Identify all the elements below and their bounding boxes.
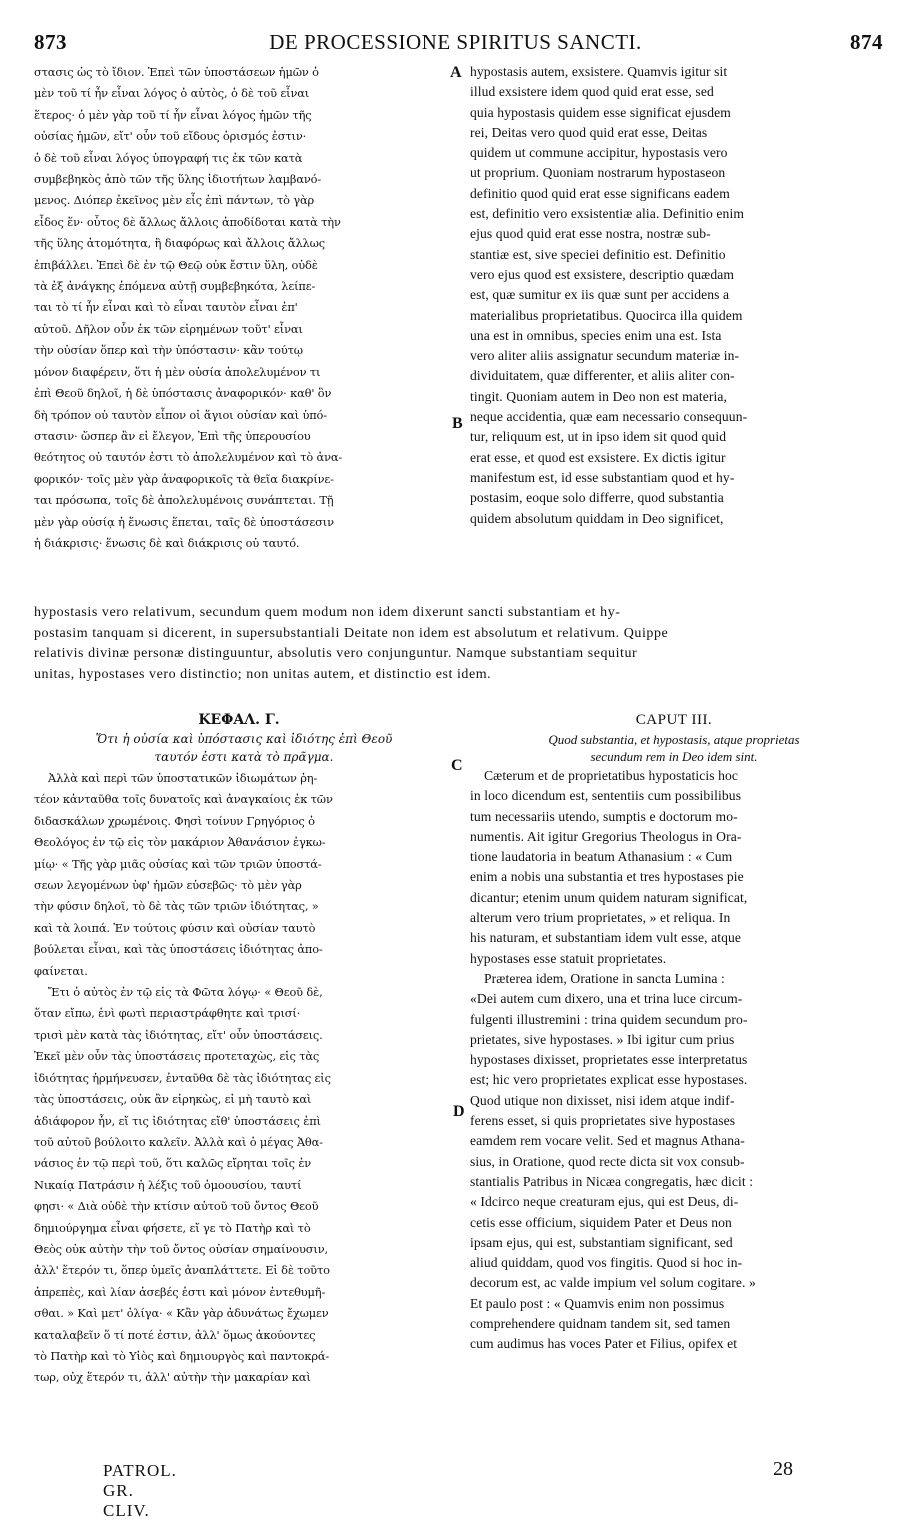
text-line: tur, reliquum est, ut in ipso idem sit quod quid — [470, 429, 727, 445]
text-line: stantialis Patribus in Nicæa congregatis, hæc dicit : — [470, 1173, 754, 1189]
greek-column-bottom — [34, 768, 444, 1389]
footer-volume: PATROL. GR. CLIV. — [103, 1461, 177, 1520]
text-line: ται πρόσωπα, τοῖς δὲ ἀπολελυμένοις συνάπτεται. Τῇ — [34, 493, 334, 508]
text-line: Νικαίᾳ Πατράσιν ἡ λέξις τοῦ ὁμοουσίου, ταυτί — [34, 1177, 302, 1192]
footer-signature: 28 — [773, 1458, 793, 1480]
text-line: Quod utique non dixisset, nisi idem atque indif- — [470, 1092, 735, 1108]
page-number-left: 873 — [34, 30, 67, 54]
text-line: νάσιος ἐν τῷ περὶ τοῦ, ὅτι καλῶς εἴρηται τοῖς ἐν — [34, 1156, 312, 1171]
text-line: δημιούργημα εἶναι φήσετε, εἴ γε τὸ Πατὴρ καὶ τὸ — [34, 1220, 311, 1235]
text-line: Cæterum et de proprietatibus hypostaticis hoc — [484, 768, 739, 783]
text-line: φαίνεται. — [34, 963, 88, 978]
text-line: μόνον διαφέρειν, ὅτι ἡ μὲν οὐσία ἀπολελυμένον τι — [34, 364, 321, 379]
text-line: Et paulo post : « Quamvis enim non possimus — [470, 1295, 725, 1311]
text-line: ὅταν εἴπω, ἑνὶ φωτὶ περιαστράφθητε καὶ τρισί· — [34, 1006, 301, 1021]
text-line: ejus quod quid erat esse nostra, nostræ sub- — [470, 226, 711, 242]
text-line: enim a nobis una substantia et tres hypostases pie — [470, 869, 744, 885]
text-line: numentis. Ait igitur Gregorius Theologus in Ora- — [470, 828, 742, 844]
text-line: illud exsistere idem quod quid erat esse, sed — [470, 84, 714, 100]
text-line: ἐπιβάλλει. Ἐπεὶ δὲ ἐν τῷ Θεῷ οὐκ ἔστιν ὕλη, οὐδὲ — [34, 257, 318, 272]
text-line: ἡ διάκρισις· ἕνωσις δὲ καὶ διάκρισις οὐ ταυτό. — [34, 535, 300, 550]
text-line: εἶδος ἕν· οὗτος δὲ ἄλλως ἄλλοις ἀποδίδοται κατὰ τὴν — [34, 214, 341, 229]
text-line: ipsam ejus, qui est, substantiam significant, sed — [470, 1234, 733, 1250]
text-line: fulgenti illustremini : trina quidem secundum pro- — [470, 1011, 748, 1027]
text-line: relativis divinæ personæ distinguuntur, absolutis vero conjunguntur. Namque substantiam sequitur — [34, 646, 638, 661]
text-line: καὶ τὰ λοιπά. Ἐν τούτοις φύσιν καὶ οὐσίαν ταυτὸ — [34, 920, 316, 935]
text-line: τῆς ὕλης ἀτομότητα, ἢ διαφόρως καὶ ἄλλοις ἄλλως — [34, 236, 325, 251]
subtitle-line: Ὅτι ἡ οὐσία καὶ ὑπόστασις καὶ ἰδιότης ἐπὶ Θεοῦ — [95, 732, 393, 746]
text-line: hypostases dixisset, proprietates esse interpretatus — [470, 1052, 748, 1068]
greek-chapter-heading: ΚΕΦΑΛ. Γ. — [198, 712, 280, 728]
text-line: neque accidentia, quæ eam necessario consequun- — [470, 409, 748, 425]
latin-chapter-subtitle — [470, 731, 878, 765]
text-line: διδασκάλων χρωμένοις. Φησὶ τοίνυν Γρηγόριος ὁ — [34, 813, 315, 828]
text-line: ἰδιότητας ἡρμήνευσεν, ἐνταῦθα δὲ τὰς ἰδιότητας εἰς — [34, 1070, 331, 1085]
text-line: θεότητος οὐ ταυτόν ἐστι τὸ ἀπολελυμένον καὶ τὸ ἀνα- — [34, 450, 343, 465]
text-line: alterum vero trium proprietates, » et reliqua. In — [470, 910, 731, 926]
subtitle-line: secundum rem in Deo idem sint. — [590, 749, 758, 764]
running-title: DE PROCESSIONE SPIRITUS SANCTI. — [269, 30, 642, 54]
text-line: τοῦ αὐτοῦ βούλοιτο καλεῖν. Ἀλλὰ καὶ ὁ μέγας Ἀθα- — [34, 1134, 323, 1149]
text-line: Θεολόγος ἐν τῷ εἰς τὸν μακάριον Ἀθανάσιον ἐγκω- — [34, 835, 326, 850]
text-line: Θεὸς οὐκ αὐτὴν τὴν τοῦ ὄντος οὐσίαν σημαίνουσιν, — [34, 1241, 328, 1256]
text-line: prietates, sive hypostases. » Ibi igitur cum prius — [470, 1031, 735, 1047]
text-line: τρισὶ μὲν κατὰ τὰς ἰδιότητας, εἴτ' οὖν ὑποστάσεις. — [34, 1027, 323, 1042]
text-line: ἀδιάφορον ἦν, εἴ τις ἰδιότητας εἴθ' ὑποστάσεις ἐπὶ — [34, 1113, 321, 1128]
text-line: unitas, hypostases vero distinctio; non unitas autem, et distinctio est idem. — [34, 666, 492, 682]
text-line: aliud quiddam, quod vos fingitis. Quod si hoc in- — [470, 1255, 743, 1271]
text-line: vero ejus quod est exsistere, descriptio quædam — [470, 266, 735, 282]
margin-marker-c: C — [451, 757, 463, 774]
text-line: una est in omnibus, species enim una est. Ista — [470, 327, 722, 343]
text-line: postasim tanquam si dicerent, in supersubstantiali Deitate non idem est absolutum et relativum. Quippe — [34, 625, 669, 641]
text-line: μὲν τοῦ τί ἦν εἶναι λόγος ὁ αὐτὸς, ὁ δὲ τοῦ εἶναι — [34, 86, 310, 101]
text-line: tum necessariis utendo, sumptis e doctorum mo- — [470, 808, 738, 824]
text-line: μενος. Διόπερ ἐκεῖνος μὲν εἷς ἐπὶ πάντων, τὸ γὰρ — [34, 193, 315, 208]
text-line: μίῳ· « Τῆς γὰρ μιᾶς οὐσίας καὶ τῶν τριῶν ὑποστά- — [34, 856, 322, 871]
text-line: sius, in Oratione, quod recte dicta sit vox consub- — [470, 1153, 745, 1169]
text-line: stantiæ est, sive speciei definitio est. Definitio — [470, 246, 726, 262]
text-line: φορικόν· τοῖς μὲν γὰρ ἀναφορικοῖς τὰ θεῖα διακρίνε- — [34, 471, 334, 486]
text-line: βούλεται εἶναι, καὶ τὰς ὑποστάσεις ἰδιότητας ἀπο- — [34, 942, 323, 957]
text-line: «Dei autem cum dixero, una et trina luce circum- — [470, 991, 743, 1007]
text-line: eamdem rem vocare velit. Sed et magnus Athana- — [470, 1133, 745, 1149]
text-line: est, quæ sumitur ex iis quæ sunt per accidens a — [470, 287, 730, 303]
text-line: definitio quod quid erat esse significans eadem — [470, 185, 730, 201]
text-line: quia hypostasis quidem esse significat ejusdem — [470, 104, 731, 120]
latin-chapter-heading: CAPUT III. — [635, 712, 713, 728]
text-line: in loco dicendum est, sententiis cum possibilibus — [470, 788, 742, 804]
text-line: τωρ, οὐχ ἕτερόν τι, ἀλλ' αὐτὴν τὴν μακαρίαν καὶ — [34, 1370, 311, 1385]
text-line: manifestum est, id esse substantiam quod et hy- — [470, 469, 735, 485]
text-line: στασιν· ὥσπερ ἂν εἰ ἔλεγον, Ἐπὶ τῆς ὑπερουσίου — [34, 428, 311, 443]
text-line: συμβεβηκὸς ἀπὸ τῶν τῆς ὕλης ἰδιοτήτων λαμβανό- — [34, 172, 322, 187]
text-line: τὰ ἐξ ἀνάγκης ἑπόμενα αὐτῇ συμβεβηκότα, λείπε- — [34, 279, 316, 294]
text-line: « Idcirco neque creaturam ejus, qui est Deus, di- — [470, 1194, 739, 1210]
margin-marker-a: A — [450, 64, 462, 81]
text-line: rei, Deitas vero quod quid erat esse, Deitas — [470, 124, 708, 140]
text-line: αὐτοῦ. Δῆλον οὖν ἐκ τῶν εἰρημένων τοῦτ' εἶναι — [34, 321, 303, 336]
margin-marker-d: D — [453, 1103, 465, 1120]
full-width-continuation — [34, 603, 878, 685]
text-line: φησι· « Διὰ οὐδὲ τὴν κτίσιν αὐτοῦ τοῦ ὄντος Θεοῦ — [34, 1199, 319, 1214]
text-line: decorum est, ac valde impium vel solum cogitare. » — [470, 1275, 756, 1291]
text-line: postasim, eoque solo differre, quod substantia — [470, 490, 724, 506]
margin-marker-b: B — [452, 415, 463, 432]
text-line: Præterea idem, Oratione in sancta Lumina : — [484, 970, 725, 986]
text-line: erat esse, et quod est exsistere. Ex dictis igitur — [470, 449, 726, 465]
text-line: dividuitatem, quæ differenter, et aliis aliter con- — [470, 368, 735, 384]
text-line: τὴν φύσιν δηλοῖ, τὸ δὲ τὰς τῶν τριῶν ἰδιότητας, » — [34, 899, 319, 914]
text-line: μὲν γὰρ οὐσίᾳ ἡ ἕνωσις ἕπεται, ταῖς δὲ ὑποστάσεσιν — [34, 514, 334, 529]
text-line: tione laudatoria in beatum Athanasium : « Cum — [470, 849, 733, 865]
text-line: ται τὸ τί ἦν εἶναι καὶ τὸ εἶναι ταυτὸν εἶναι ἐπ' — [34, 300, 298, 315]
text-line: est; hic vero proprietates explicat esse hypostases. — [470, 1072, 748, 1088]
text-line: quidem absolutum quiddam in Deo significet, — [470, 510, 724, 526]
text-line: στασις ὡς τὸ ἴδιον. Ἐπεὶ τῶν ὑποστάσεων ἡμῶν ὁ — [34, 65, 319, 79]
text-line: cum audimus has voces Pater et Filius, opifex et — [470, 1336, 738, 1352]
text-line: ἕτερος· ὁ μὲν γὰρ τοῦ τί ἦν εἶναι λόγος ἡμῶν τῆς — [34, 107, 312, 122]
subtitle-line: Quod substantia, et hypostasis, atque proprietas — [548, 732, 800, 747]
text-line: Ἔτι ὁ αὐτὸς ἐν τῷ εἰς τὰ Φῶτα λόγῳ· « Θεοῦ δὲ, — [48, 985, 323, 1000]
text-line: ἀλλ' ἕτερόν τι, ὅπερ ὑμεῖς ἀναπλάττετε. Εἰ δὲ τοῦτο — [34, 1263, 330, 1278]
text-line: ut proprium. Quoniam nostrarum hypostaseon — [470, 165, 726, 181]
text-line: cetis esse officium, siquidem Pater et Deus non — [470, 1214, 732, 1230]
page-number-right: 874 — [850, 30, 883, 54]
text-line: ferens esset, si quis proprietates sive hypostases — [470, 1113, 736, 1129]
text-line: καταλαβεῖν ὅ τί ποτέ ἐστιν, ἀλλ' ὅμως ἀκούοντες — [34, 1327, 316, 1342]
latin-column-bottom — [470, 766, 878, 1355]
text-line: his naturam, et substantiam idem vult esse, atque — [470, 930, 742, 946]
text-line: σθαι. » Καὶ μετ' ὀλίγα· « Κἂν γὰρ ἀδυνάτως ἔχωμεν — [34, 1306, 329, 1321]
text-line: materialibus proprietatibus. Quocirca illa quidem — [470, 307, 743, 323]
text-line: quidem ut commune accipitur, hypostasis vero — [470, 145, 728, 161]
text-line: Ἐκεῖ μὲν οὖν τὰς ὑποστάσεις προτεταχὼς, εἰς τὰς — [34, 1049, 320, 1064]
text-line: τὴν οὐσίαν ὅπερ καὶ τὴν ὑπόστασιν· κἂν τούτῳ — [34, 343, 303, 358]
text-line: dicantur; etenim unum quidem naturam significat, — [470, 889, 748, 905]
text-line: est, definitio vero exsistentiæ alia. Definitio enim — [470, 206, 744, 222]
text-line: τὰς ὑποστάσεις, οὐκ ἂν εἰρηκὼς, εἰ μὴ ταυτὸ καὶ — [34, 1092, 312, 1107]
text-line: hypostasis vero relativum, secundum quem modum non idem dixerunt sancti substantiam et hy- — [34, 605, 621, 620]
text-line: hypostases esse statuit proprietates. — [470, 950, 667, 966]
text-line: δὴ τρόπον οὐ ταυτὸν εἶπον οἱ ἅγιοι οὐσίαν καὶ ὑπό- — [34, 407, 327, 422]
text-line: τὸ Πατὴρ καὶ τὸ Υἱὸς καὶ δημιουργὸς καὶ παντοκρά- — [34, 1348, 330, 1363]
text-line: tingit. Quoniam autem in Deo non est materia, — [470, 388, 728, 404]
text-line: σεων λεγομένων ὑφ' ἡμῶν εὐσεβῶς· τὸ μὲν γὰρ — [34, 878, 302, 893]
text-line: vero aliter aliis assignatur secundum materiæ in- — [470, 348, 740, 364]
subtitle-line: ταυτόν ἐστι κατὰ τὸ πρᾶγμα. — [154, 750, 334, 764]
page-header — [0, 30, 911, 56]
text-line: ὁ δὲ τοῦ εἶναι λόγος ὑπογραφή τις ἐκ τῶν κατὰ — [34, 150, 303, 165]
text-line: Ἀλλὰ καὶ περὶ τῶν ὑποστατικῶν ἰδιωμάτων ῥη- — [48, 771, 318, 785]
greek-column-top — [34, 62, 444, 554]
text-line: ἀπρεπὲς, καὶ λίαν ἀσεβές ἐστι καὶ μόνον ἐντεθυμῆ- — [34, 1284, 326, 1299]
greek-chapter-subtitle — [34, 730, 454, 766]
latin-column-top — [470, 62, 878, 529]
text-line: τέον κἀνταῦθα τοῖς δυνατοῖς καὶ ἀναγκαίοις ἐκ τῶν — [34, 792, 333, 807]
text-line: οὐσίας ἡμῶν, εἴτ' οὖν τοῦ εἴδους ὁρισμός ἐστιν· — [34, 129, 307, 144]
text-line: comprehendere quidnam tandem sit, sed tamen — [470, 1316, 731, 1332]
text-line: hypostasis autem, exsistere. Quamvis igitur sit — [470, 64, 728, 79]
text-line: ἐπὶ Θεοῦ δηλοῖ, ἡ δὲ ὑπόστασις ἀναφορικόν· καθ' ὃν — [34, 386, 332, 401]
